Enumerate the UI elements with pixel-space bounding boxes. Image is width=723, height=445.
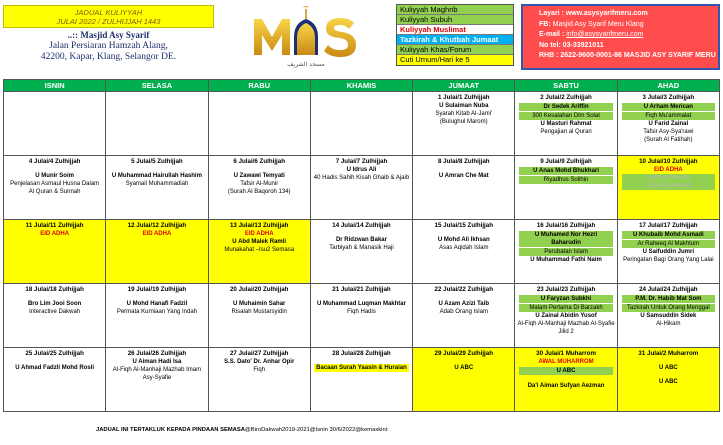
day-cell [515,156,617,220]
empty-day-cell [208,92,310,156]
schedule-title: JADUAL KULIYYAH [74,8,143,17]
speaker-name: U Azam Azizi Taib [438,301,489,307]
title-banner [3,5,214,28]
email-link[interactable]: info@asysyarifmeru.com [566,31,644,38]
topic-title: Ar Raheeq Al Makhtum [622,240,715,248]
day-cell [617,284,719,348]
topic-title: Pengajian al Quran [540,129,592,135]
speaker-name: U Mohd Hanafi Fadzil [126,301,188,307]
speaker-name: U Khubaib Mohd Asmadi [622,231,715,239]
day-cell [106,220,208,284]
speaker-name: U ABC [658,365,678,371]
day-cell [413,220,515,284]
topic-title: 300 Kesalahan Dlm Solat [519,112,612,120]
day-cell [4,348,106,412]
topic-title: Fiqh Hadis [347,309,376,315]
topic-title: Penjelasan Asmaul Husna Dalam [10,181,100,187]
legend-item: Kuliyyah Subuh [397,15,513,25]
speaker-name: U ABC [519,367,612,375]
day-header: SABTU [515,80,617,92]
day-cell [515,92,617,156]
speaker-name: U Munir Soim [35,173,74,179]
day-cell [4,284,106,348]
speaker-name: S.S. Dato' Dr. Anhar Opir [224,359,295,365]
special-program: Bacaan Surah Yaasin & Huraian [316,365,407,371]
speaker-name: Dr Sedek Ariffin [519,103,612,111]
day-cell [208,156,310,220]
cell-date: 28 Julai/28 Zulhijjah [332,350,391,357]
topic-title: (Surah Al Fatihah) [644,137,693,143]
topic-title: Tarbiyah & Manasik Haji [329,245,394,251]
schedule-table [3,79,720,412]
speaker-name: U Masturi Rahmat [540,121,592,127]
cell-date: 5 Julai/5 Zulhijjah [131,158,183,165]
cell-date: 27 Julai/27 Zulhijjah [229,350,289,357]
topic-title: Riyadhus Solihin [519,176,612,184]
topic-title: Permata Kurniaan Yang Indah [116,309,197,315]
bank-account: RHB : 2622-9600-0001-86 MASJID ASY SYARIF MERU [539,52,716,59]
topic-title: Adab Orang Islam [439,309,488,315]
day-cell [515,284,617,348]
day-cell [208,348,310,412]
footer-note [96,427,389,433]
day-cell [515,220,617,284]
cell-date: 14 Julai/14 Zulhijjah [332,222,391,229]
cell-date: 2 Julai/2 Zulhijjah [540,94,592,101]
address-line-1: Jalan Persiaran Hamzah Alang, [49,41,168,51]
speaker-name: U Farid Zainal [648,121,689,127]
day-cell [4,156,106,220]
week-row [4,156,720,220]
day-header: KHAMIS [310,80,412,92]
day-header-row [4,80,720,92]
week-row [4,348,720,412]
holiday-label: EID ADHA [142,231,172,237]
cell-date: 30 Julai/1 Muharrom [536,350,596,357]
speaker-name: U Mohd Ali Ikhsan [437,237,490,243]
schedule-month: JULAI 2022 / ZULHIJJAH 1443 [56,17,161,26]
topic-title: Tafsir Asy-Sya'rawi [643,129,694,135]
cell-date: 23 Julai/23 Zulhijjah [536,286,596,293]
topic-title: Tazkirah Untuk Orang Menggal [622,304,715,312]
day-cell [208,220,310,284]
cell-date: 4 Julai/4 Zulhijjah [28,158,81,165]
day-cell [413,92,515,156]
speaker-name: U Arham Merican [622,103,715,111]
topic-title: Fiqh [253,367,266,373]
cell-date: 21 Julai/21 Zulhijjah [332,286,391,293]
holiday-label: AWAL MUHARROM [538,359,594,365]
empty-day-cell [4,92,106,156]
legend-item: Tazkirah & Khutbah Jumaat [397,35,513,45]
speaker-name: Bro Lim Jooi Soon [27,301,82,307]
website-link[interactable]: www.asysyarifmeru.com [565,10,648,17]
day-cell [208,284,310,348]
speaker-name: U Amran Che Mat [438,173,489,179]
topic-title: Tafsir Al-Munir [240,181,279,187]
topic-title: Interactive Dakwah [29,309,81,315]
speaker-name: Dr Ridzwan Bakar [335,237,387,243]
logo-caption: مسجد الشريف [287,61,325,68]
legend [396,4,514,66]
cell-date: 18 Julai/18 Zulhijjah [25,286,84,293]
logo-graphic [250,3,362,69]
cell-date: 12 Julai/12 Zulhijjah [127,222,187,229]
holiday-label: EID ADHA [40,231,70,237]
day-cell [310,284,412,348]
day-header: ISNIN [4,80,106,92]
speaker-name: U ABC [454,365,474,371]
website-label: Layari : [539,10,564,17]
day-cell [413,156,515,220]
cell-date: 16 Julai/16 Zulhijjah [536,222,596,229]
speaker-name: P.M. Dr. Habib Mat Som [622,295,715,303]
masjid-logo [250,3,362,69]
cell-date: 7 Julai/7 Zulhijjah [335,158,388,165]
topic-title: Perubatan Islam [519,248,612,256]
website-line [539,9,712,20]
schedule-body [4,92,720,412]
facebook-line [539,20,712,31]
speaker-name: U Sulaiman Nuba [439,103,489,109]
cell-date: 25 Julai/25 Zulhijjah [25,350,84,357]
topic-title: Al-Hikam [656,321,681,327]
speaker-name: U Anas Mohd Bhukhari [519,167,612,175]
topic-title: (Bulughul Marom) [439,119,488,125]
speaker-name: U Muhammad Luqman Makhtar [316,301,406,307]
cancelled-entry: Fiqh Mu'ammalat [622,182,715,190]
topic-title: Risalah Mustarsyidin [231,309,287,315]
day-cell [4,220,106,284]
week-row [4,284,720,348]
holiday-label: EID ADHA [653,167,683,173]
cell-date: 9 Julai/9 Zulhijjah [540,158,592,165]
topic-title: Peringatan Bagi Orang Yang Lalai [623,257,714,263]
topic-title: Al-Fiqh Al-Manhaji Mazhab Al-Syafie Jilid 2 [517,321,615,335]
day-cell [617,156,719,220]
cell-date: 22 Julai/22 Zulhijjah [434,286,493,293]
title-box [3,5,214,73]
cell-date: 17 Julai/17 Zulhijjah [639,222,698,229]
day-cell [617,220,719,284]
week-row [4,220,720,284]
email-line [539,30,712,41]
speaker-name: U Muhammad Fathi Naim [530,257,602,263]
topic-title: Munakahat –Isu2 Semasa [224,247,295,253]
day-cell [106,348,208,412]
facebook-label: FB: [539,20,551,28]
empty-day-cell [310,92,412,156]
cell-date: 19 Julai/19 Zulhijjah [127,286,187,293]
facebook-link[interactable]: Masjid Asy Syarif Meru Klang [552,20,644,28]
legend-item: Kuliyyah Muslimat [397,25,513,35]
day-header: JUMAAT [413,80,515,92]
cancelled-entry: U Arham Merican [622,174,715,182]
cell-date: 31 Julai/2 Muharrom [638,350,699,357]
masjid-name: ..:: Masjid Asy Syarif [67,30,150,40]
speaker-name: U Zainal Abidin Yusof [535,313,597,319]
topic-title: Malam Pertama Di Barzakh [519,304,612,312]
cell-date: 8 Julai/8 Zulhijjah [437,158,490,165]
topic-title: Al-Fiqh Al-Manhaji Mazhab Imam Asy-Syafie [112,367,202,381]
day-header: AHAD [617,80,719,92]
topic-title: Asas Aqidah Islam [439,245,489,251]
cell-date: 29 Julai/29 Zulhijjah [434,350,493,357]
footer-meta: @BiroDakwah2019-2021@Isnin 30/6/2022@kemaskini: [244,427,389,433]
cell-date: 11 Julai/11 Zulhijjah [25,222,84,229]
footer-disclaimer: JADUAL INI TERTAKLUK KEPADA PINDAAN SEMASA [96,427,245,433]
speaker-name: U Abd Malek Ramli [232,239,287,245]
cell-date: 26 Julai/26 Zulhijjah [127,350,187,357]
topic-title: 40 Hadis Sahih Kisah Ghaib & Ajaib [313,175,410,181]
speaker-name: Da'i Aiman Sufyan Aezman [527,383,605,389]
speaker-name: U Saifuddin Jumri [642,249,695,255]
speaker-name: U Muhaimin Sahar [233,301,286,307]
masjid-address [3,30,214,63]
cell-date: 13 Julai/13 Zulhijjah [229,222,289,229]
speaker-name: U Muhammad Hairullah Hashim [111,173,202,179]
speaker-name: U Idrus Ali [346,167,377,173]
legend-item: Cuti Umum/Hari ke 5 [397,55,513,65]
topic-title: (Surah Al Baqoroh 134) [227,189,291,195]
week-row [4,92,720,156]
cell-date: 3 Julai/3 Zulhijjah [642,94,695,101]
cell-date: 20 Julai/20 Zulhijjah [229,286,289,293]
day-header: RABU [208,80,310,92]
speaker-name: U Faryzan Subkhi [519,295,612,303]
address-line-2: 42200, Kapar, Klang, Selangor DE. [40,52,177,62]
day-cell [106,156,208,220]
contact-info [521,4,720,70]
cell-date: 1 Julai/1 Zulhijjah [437,94,490,101]
day-cell [310,156,412,220]
day-cell [617,348,719,412]
cell-date: 6 Julai/6 Zulhijjah [233,158,285,165]
speaker-name: U Aiman Hadi Isa [132,359,182,365]
phone-number: No tel: 03-33921011 [539,41,604,49]
day-cell [515,348,617,412]
cell-date: 15 Julai/15 Zulhijjah [434,222,493,229]
day-cell [310,220,412,284]
email-label: E-mail : [539,31,565,38]
topic-title: Syarah Kitab Al-Jami' [435,111,493,117]
day-cell [413,348,515,412]
speaker-name: U Muhamed Nor Hezri Baharudin [519,231,612,247]
speaker-name: U Ahmad Fadzli Mohd Rosli [15,365,95,371]
speaker-name: U Samsuddin Sidek [640,313,697,319]
speaker-name: U ABC [658,379,678,385]
cell-date: 24 Julai/24 Zulhijjah [639,286,698,293]
speaker-name: U Zawawi Temyati [233,173,285,179]
day-cell [106,284,208,348]
topic-title: Fiqh Mu'ammalat [622,112,715,120]
holiday-label: EID ADHA [244,231,274,237]
empty-day-cell [106,92,208,156]
day-header: SELASA [106,80,208,92]
topic-title: Syamail Muhammadiah [125,181,189,187]
day-cell [310,348,412,412]
legend-item: Kuliyyah Maghrib [397,5,513,15]
day-cell [413,284,515,348]
day-cell [617,92,719,156]
topic-title: Al Quran & Sunnah [28,189,81,195]
legend-item: Kuliyyah Khas/Forum [397,45,513,55]
cell-date: 10 Julai/10 Zulhijjah [639,158,698,165]
